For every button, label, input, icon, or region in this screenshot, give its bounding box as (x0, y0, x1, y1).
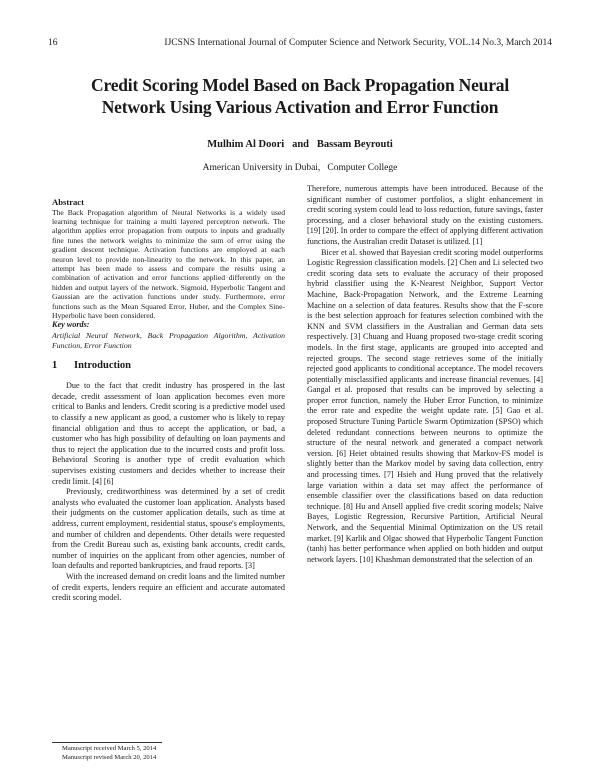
intro-paragraph-3: With the increased demand on credit loans and the limited number of credit experts, lenders require an efficient and accurate automated credit scoring model. (52, 571, 285, 603)
footnote-divider (52, 742, 162, 743)
abstract-text: The Back Propagation algorithm of Neural Networks is a widely used learning technique for training a multi layered perceptron network. The algorithm applies error propagation from outputs to inputs and gradually fine tunes the network weights to minimize the sum of error using the gradient descent technique. Activation functions are employed at each neuron level to provide non-linearity to the network. In this paper, an attempt has been made to assess and compare the results using a combination of activation and error functions applied differently on the hidden and output layers of the network. Sigmoid, Hyperbolic Tangent and Gaussian are the activation functions under study. Furthermore, error functions such as the Mean Squared Error, Huber, and the Complex Sine-Hyperbolic have been considered. (52, 207, 285, 321)
right-paragraph-2: Bicer et al. showed that Bayesian credit scoring model outperforms Logistic Regression classification models. [2] Chen and Li selected two credit scoring data sets to evaluate the accuracy of their proposed hybrid classifier using the K-Nearest Neighbor, Support Vector Machine, Back-Propagation Network, and the Extreme Learning Machine on a selection of data features. Results show that the F-score is the best selection approach for features selection combined with the KNN and SVM classifiers in the Australian and German data sets respectively. [3] Chuang and Huang proposed two-stage credit scoring models. In the first stage, applicants are grouped into accepted and rejected groups. The second stage retrieves some of the initially rejected good applicants to conditional acceptance. The model recovers potentially misclassified applicants and increase financial revenues. [4] Gangal et al. proposed that results can be improved by selecting a proper error function, namely the Huber Error Function, to minimize the error rate and expedite the weight update rate. [5] Gao et al. proposed Structure Tuning Particle Swarm Optimization (SPSO) which deleted redundant connections between neurons to optimize the structure of the neural network and generated a compact network version. [6] Heiet obtained results showing that Markov-FS model is slightly better than the Markov model by saving data collection, entry and processing times. [7] Hsieh and Hung proved that the relatively large variation within a data set may affect the performance of ensemble classifier over the classifications based on data reduction technique. [8] Hu and Ansell applied five credit scoring models; Naïve Bayes, Logistic Regression, Recursive Partition, Artificial Neural Network, and the Sequential Minimal Optimization on the US retail market. [9] Karlik and Olgac showed that Hyperbolic Tangent Function (tanh) has better performance when applied on both hidden and output network layers. [10] Khashman demonstrated that the selection of an (307, 247, 543, 564)
title-line-2: Network Using Various Activation and Error Function (101, 97, 499, 117)
right-column (307, 184, 543, 565)
keywords-text: Artificial Neural Network, Back Propagation Algorithm, Activation Function, Error Function (52, 331, 285, 350)
paper-title (48, 74, 552, 118)
section-number: 1 (52, 359, 58, 371)
section-title: Introduction (74, 359, 131, 371)
running-header (48, 36, 552, 50)
journal-name: IJCSNS International Journal of Computer Science and Network Security, VOL.14 No.3, March 2014 (164, 38, 552, 48)
footnote-revised: Manuscript revised March 20, 2014 (62, 754, 157, 761)
footnote-received: Manuscript received March 5, 2014 (62, 745, 157, 752)
keywords-heading: Key words: (52, 320, 90, 330)
affiliation: American University in Dubai, Computer College (202, 163, 398, 173)
intro-paragraph-2: Previously, creditworthiness was determined by a set of credit analysts who evaluated the customer loan application. Analysts based their judgments on the customer application details, such as time at address, current employment, residential status, spouse's employments, and number of children and dependents. Other details were requested from the Credit Bureau such as, existing bank accounts, credit cards, number of inquiries on the applicant from other agencies, number of loan defaults and reported bankruptcies, and fraud reports. [3] (52, 487, 285, 571)
right-paragraph-1: Therefore, numerous attempts have been introduced. Because of the significant number of customer portfolios, a slight enhancement in credit scoring system could lead to loss reduction, future savings, faster processing, and a closer behavioral study on the existing customers. [19] [20]. In order to compare the effect of applying different activation functions, the Australian credit Dataset is utilized. [1] (307, 184, 543, 246)
intro-paragraph-1: Due to the fact that credit industry has prospered in the last decade, credit assessment of loan application becomes even more critical to Banks and lenders. Credit scoring is a predictive model used to classify a new applicant as good, a customer who is likely to repay financial obligation and thus to accept the application, or bad, a customer who has high possibility of defaulting on loan payments and thus to reject the application due to the incurred costs and profit loss. Behavioral Scoring is another type of credit evaluation which supervises existing customers and decides whether to increase their credit limit. [4] [6] (52, 381, 285, 486)
authors: Mulhim Al Doori and Bassam Beyrouti (207, 139, 393, 150)
page-number: 16 (48, 38, 58, 48)
title-line-1: Credit Scoring Model Based on Back Propagation Neural (91, 75, 509, 95)
abstract-heading: Abstract (52, 197, 84, 207)
section-heading (52, 361, 285, 372)
left-column (52, 197, 285, 604)
